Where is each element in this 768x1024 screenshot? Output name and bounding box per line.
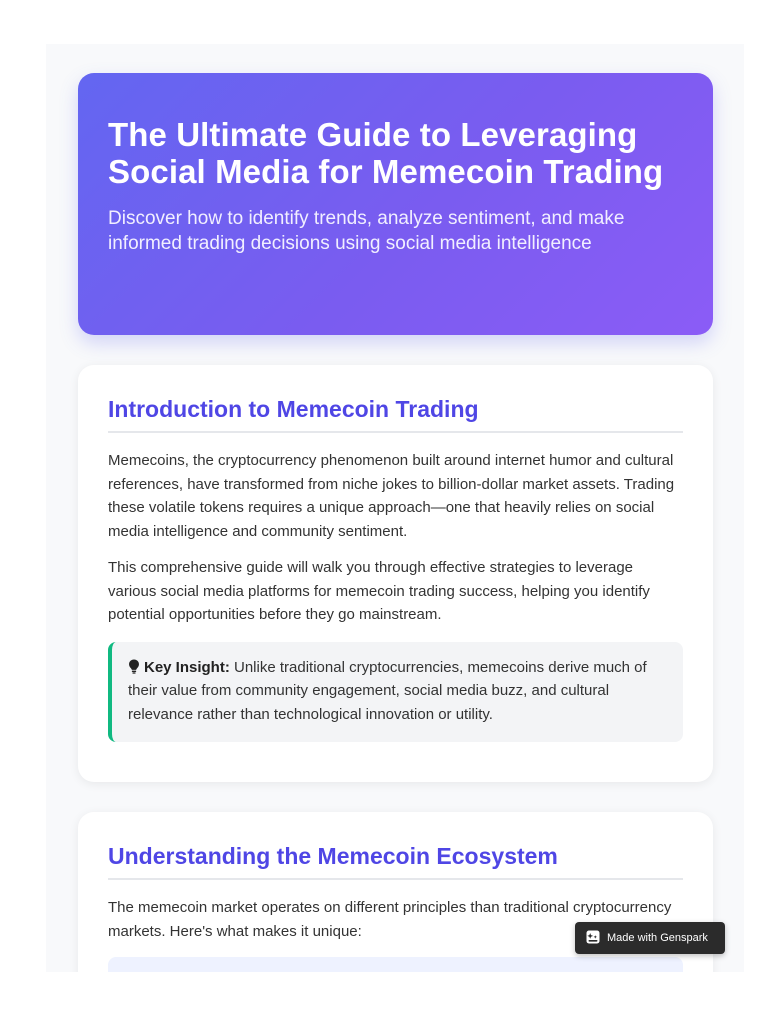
made-with-genspark-badge[interactable] bbox=[575, 922, 725, 954]
key-insight-label: Key Insight: bbox=[144, 658, 230, 676]
intro-paragraph: Memecoins, the cryptocurrency phenomenon built around internet humor and cultural references, have transformed from niche jokes to billion-dollar market assets. Trading these volatile tokens requires a unique approach—one that heavily relies on social media intelligence and community sentiment. bbox=[108, 452, 675, 540]
intro-paragraph: This comprehensive guide will walk you through effective strategies to leverage various social media platforms for memecoin trading success, helping you identify potential opportunities before they go mainstream. bbox=[108, 559, 650, 623]
intro-heading: Introduction to Memecoin Trading bbox=[108, 395, 683, 433]
lightbulb-icon bbox=[128, 658, 140, 673]
page-container bbox=[46, 44, 744, 972]
intro-section bbox=[78, 365, 713, 782]
page-title: The Ultimate Guide to Leveraging Social Media for Memecoin Trading bbox=[108, 116, 664, 190]
badge-label: Made with Genspark bbox=[607, 932, 708, 944]
ecosystem-feature-box bbox=[108, 957, 683, 972]
ecosystem-paragraph: The memecoin market operates on different principles than traditional cryptocurrency markets. Here's what makes it unique: bbox=[108, 899, 672, 940]
key-insight-text: Unlike traditional cryptocurrencies, memecoins derive much of their value from community engagement, social media buzz, and cultural relevance rather than technological innovation or utility. bbox=[128, 658, 647, 723]
genspark-logo-icon bbox=[586, 930, 607, 947]
ecosystem-heading: Understanding the Memecoin Ecosystem bbox=[108, 842, 683, 880]
hero-banner bbox=[78, 73, 713, 335]
key-insight-callout bbox=[108, 642, 683, 743]
page-subtitle: Discover how to identify trends, analyze sentiment, and make informed trading decisions using social media intelligence bbox=[108, 208, 625, 254]
